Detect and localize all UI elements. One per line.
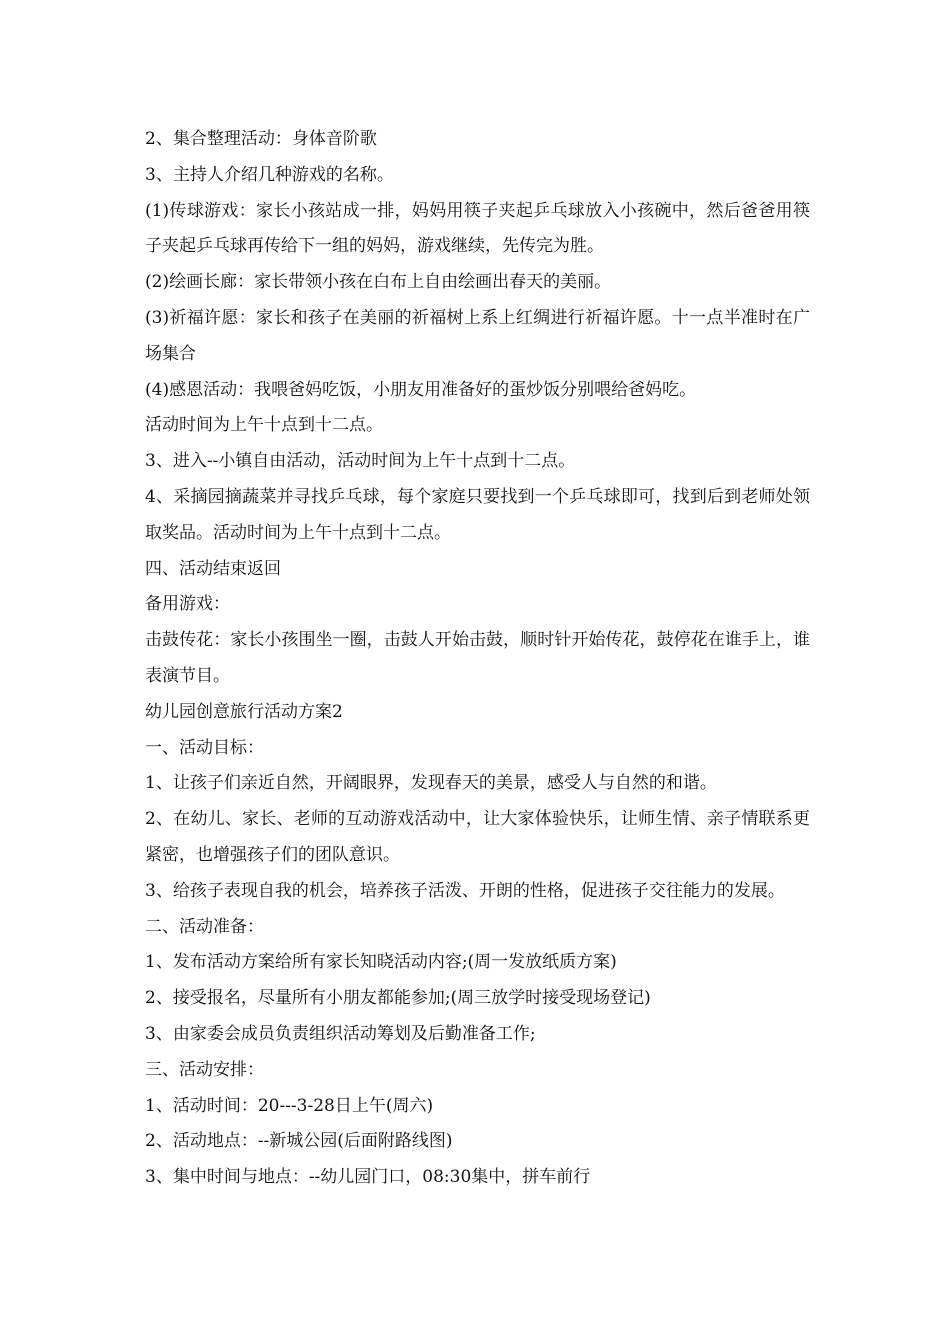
- paragraph: 1、发布活动方案给所有家长知晓活动内容;(周一发放纸质方案): [145, 952, 617, 973]
- paragraph: 击鼓传花：家长小孩围坐一圈，击鼓人开始击鼓，顺时针开始传花，鼓停花在谁手上，谁表演节目。: [145, 630, 810, 686]
- paragraph: 3、由家委会成员负责组织活动筹划及后勤准备工作;: [145, 1023, 536, 1044]
- section-heading: 二、活动准备：: [145, 916, 264, 937]
- section-heading: 四、活动结束返回: [145, 558, 281, 579]
- paragraph: (3)祈福许愿：家长和孩子在美丽的祈福树上系上红绸进行祈福许愿。十一点半准时在广场集合: [145, 307, 810, 364]
- paragraph: (1)传球游戏：家长小孩站成一排，妈妈用筷子夹起乒乓球放入小孩碗中，然后爸爸用筷子夹起乒乓球再传给下一组的妈妈，游戏继续，先传完为胜。: [145, 200, 810, 257]
- paragraph: 2、集合整理活动：身体音阶歌: [145, 129, 377, 149]
- paragraph: 2、在幼儿、家长、老师的互动游戏活动中，让大家体验快乐，让师生情、亲子情联系更紧密，也增强孩子们的团队意识。: [145, 809, 810, 865]
- paragraph: 2、活动地点：--新城公园(后面附路线图): [145, 1131, 453, 1152]
- paragraph: 2、接受报名，尽量所有小朋友都能参加;(周三放学时接受现场登记): [145, 988, 651, 1009]
- paragraph: 3、主持人介绍几种游戏的名称。: [145, 164, 394, 185]
- paragraph: 4、采摘园摘蔬菜并寻找乒乓球，每个家庭只要找到一个乒乓球即可，找到后到老师处领取奖品。活动时间为上午十点到十二点。: [145, 486, 810, 543]
- paragraph: (2)绘画长廊：家长带领小孩在白布上自由绘画出春天的美丽。: [145, 272, 612, 293]
- paragraph: (4)感恩活动：我喂爸妈吃饭，小朋友用准备好的蛋炒饭分别喂给爸妈吃。: [145, 379, 697, 400]
- paragraph: 1、让孩子们亲近自然，开阔眼界，发现春天的美景，感受人与自然的和谐。: [145, 773, 717, 794]
- section-heading: 三、活动安排：: [145, 1059, 264, 1080]
- document-page: [145, 122, 810, 1196]
- paragraph: 1、活动时间：20---3-28日上午(周六): [145, 1095, 434, 1116]
- document-title: 幼儿园创意旅行活动方案2: [145, 701, 343, 722]
- paragraph: 3、集中时间与地点：--幼儿园门口，08:30集中，拼车前行: [145, 1167, 591, 1188]
- section-heading: 一、活动目标：: [145, 737, 264, 758]
- paragraph: 3、给孩子表现自我的机会，培养孩子活泼、开朗的性格，促进孩子交往能力的发展。: [145, 880, 785, 901]
- paragraph: 活动时间为上午十点到十二点。: [145, 415, 383, 436]
- paragraph: 备用游戏：: [145, 594, 230, 615]
- paragraph: 3、进入--小镇自由活动，活动时间为上午十点到十二点。: [145, 451, 576, 472]
